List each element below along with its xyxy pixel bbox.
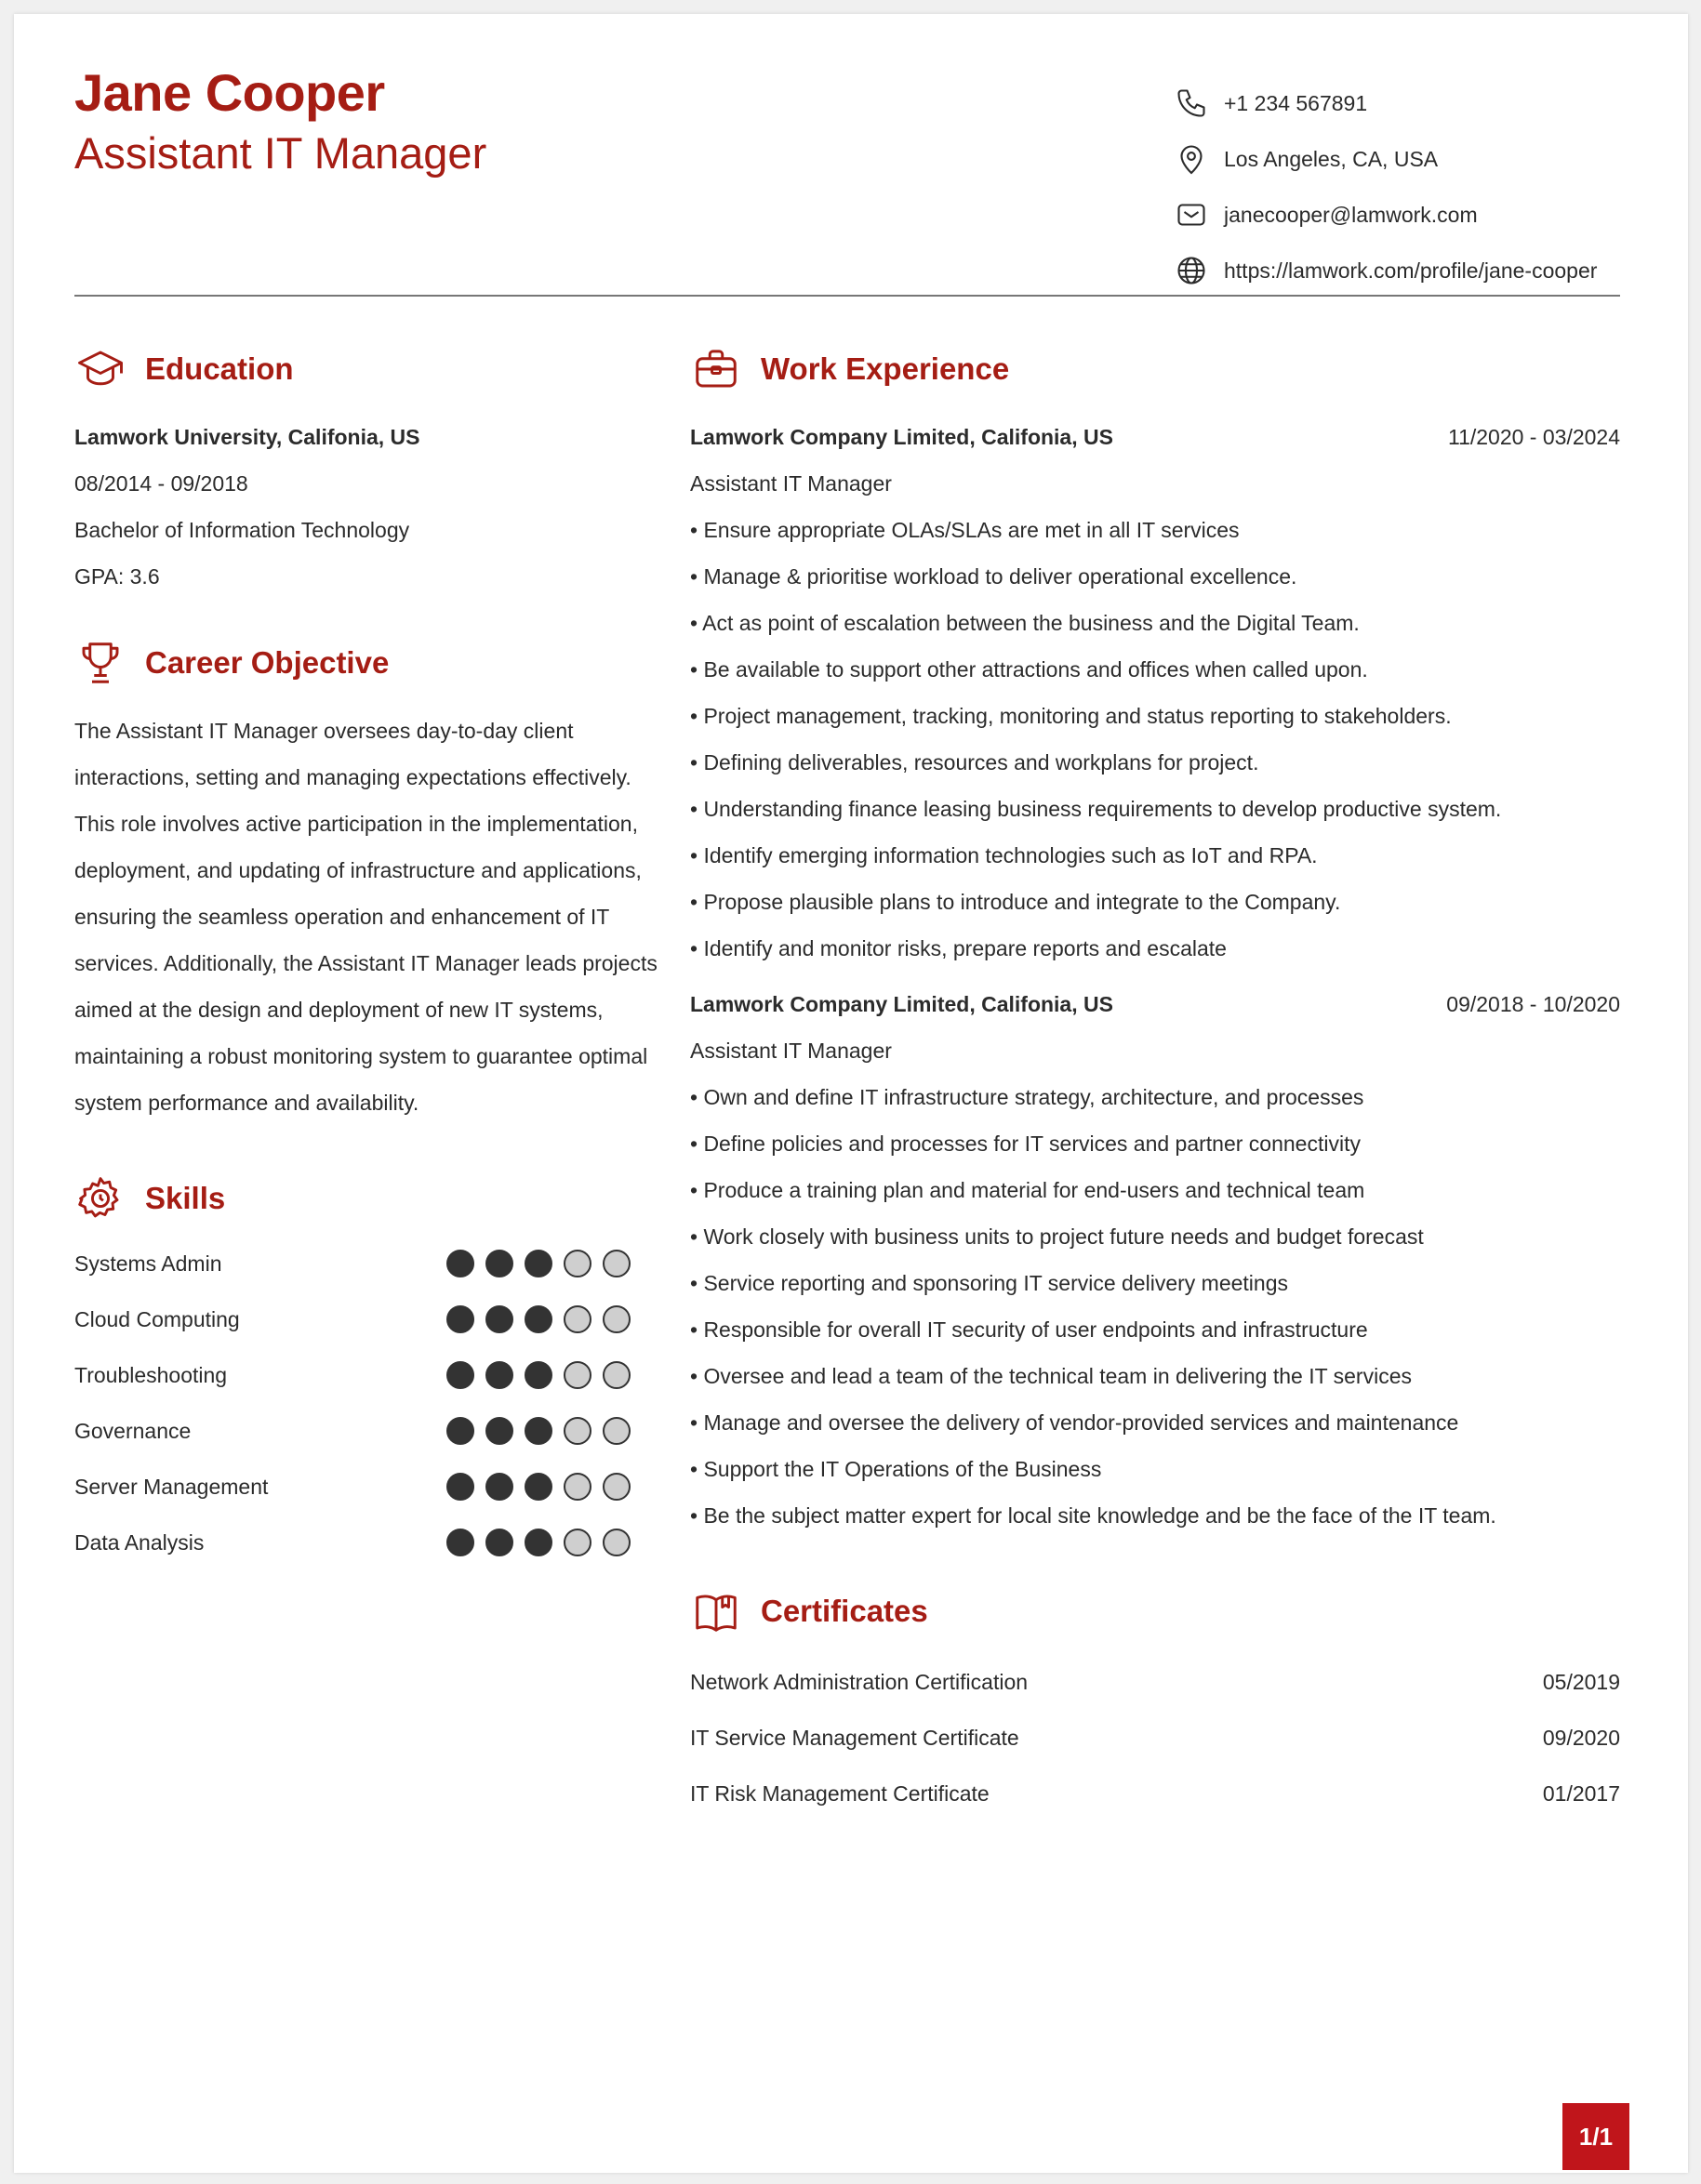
skill-row bbox=[74, 1515, 632, 1570]
skill-name: Troubleshooting bbox=[74, 1362, 228, 1387]
skill-rating bbox=[446, 1361, 631, 1389]
job-bullet: • Oversee and lead a team of the technical team in delivering the IT services bbox=[690, 1364, 1412, 1388]
job-bullet: • Responsible for overall IT security of user endpoints and infrastructure bbox=[690, 1317, 1368, 1342]
job-bullets bbox=[690, 507, 1620, 972]
trophy-icon bbox=[74, 637, 126, 689]
objective-line: services. Additionally, the Assistant IT Manager leads projects bbox=[74, 951, 658, 975]
job-bullet: • Project management, tracking, monitoring and status reporting to stakeholders. bbox=[690, 704, 1452, 728]
certificate-date: 05/2019 bbox=[1542, 1669, 1620, 1694]
job-bullet: • Ensure appropriate OLAs/SLAs are met in all IT services bbox=[690, 518, 1240, 542]
skill-name: Server Management bbox=[74, 1474, 269, 1499]
education-heading bbox=[74, 339, 632, 399]
job-bullets bbox=[690, 1074, 1620, 1539]
rating-dot-empty bbox=[564, 1529, 591, 1556]
rating-dot-filled bbox=[485, 1473, 513, 1501]
job-bullet: • Define policies and processes for IT services and partner connectivity bbox=[690, 1132, 1361, 1156]
objective-line: This role involves active participation in the implementation, bbox=[74, 812, 638, 836]
job-bullet: • Service reporting and sponsoring IT service delivery meetings bbox=[690, 1271, 1288, 1295]
rating-dot-empty bbox=[564, 1473, 591, 1501]
phone-icon bbox=[1174, 86, 1209, 121]
rating-dot-empty bbox=[564, 1305, 591, 1333]
skill-rating bbox=[446, 1305, 631, 1333]
rating-dot-filled bbox=[525, 1529, 552, 1556]
rating-dot-filled bbox=[525, 1361, 552, 1389]
rating-dot-empty bbox=[603, 1250, 631, 1277]
job-bullet: • Identify and monitor risks, prepare reports and escalate bbox=[690, 936, 1227, 960]
objective-title: Career Objective bbox=[145, 645, 390, 680]
skill-rating bbox=[446, 1529, 631, 1556]
work-title: Work Experience bbox=[761, 351, 1010, 386]
skill-row bbox=[74, 1347, 632, 1403]
job-header bbox=[690, 414, 1620, 460]
briefcase-icon bbox=[690, 343, 742, 395]
header-divider bbox=[74, 295, 1620, 297]
left-column bbox=[74, 339, 658, 1570]
rating-dot-filled bbox=[446, 1250, 474, 1277]
location-pin-icon bbox=[1174, 141, 1209, 177]
skill-row bbox=[74, 1291, 632, 1347]
job-entry bbox=[690, 414, 1620, 972]
contact-phone bbox=[1174, 75, 1620, 131]
resume-content bbox=[74, 14, 1620, 2173]
certificates-title: Certificates bbox=[761, 1594, 928, 1628]
objective-line: ensuring the seamless operation and enhancement of IT bbox=[74, 905, 610, 929]
rating-dot-filled bbox=[446, 1529, 474, 1556]
rating-dot-filled bbox=[446, 1417, 474, 1445]
skill-rating bbox=[446, 1473, 631, 1501]
job-bullet: • Work closely with business units to project future needs and budget forecast bbox=[690, 1224, 1424, 1249]
contact-website bbox=[1174, 243, 1620, 298]
skill-row bbox=[74, 1236, 632, 1291]
job-header bbox=[690, 981, 1620, 1027]
contact-phone-text[interactable]: +1 234 567891 bbox=[1224, 90, 1368, 115]
certificate-date: 01/2017 bbox=[1542, 1780, 1620, 1806]
job-bullet: • Propose plausible plans to introduce and integrate to the Company. bbox=[690, 890, 1341, 914]
objective-line: maintaining a robust monitoring system to guarantee optimal bbox=[74, 1044, 648, 1068]
candidate-title: Assistant IT Manager bbox=[74, 128, 487, 178]
education-school: Lamwork University, Califonia, US bbox=[74, 425, 420, 449]
education-title: Education bbox=[145, 351, 294, 386]
globe-icon bbox=[1174, 253, 1209, 288]
rating-dot-empty bbox=[564, 1361, 591, 1389]
skill-rating bbox=[446, 1250, 631, 1277]
job-company: Lamwork Company Limited, Califonia, US bbox=[690, 992, 1113, 1016]
objective-line: deployment, and updating of infrastructure and applications, bbox=[74, 858, 642, 882]
job-entry bbox=[690, 981, 1620, 1539]
contact-list bbox=[1174, 75, 1620, 298]
job-company: Lamwork Company Limited, Califonia, US bbox=[690, 425, 1113, 449]
rating-dot-filled bbox=[485, 1417, 513, 1445]
job-bullet: • Manage & prioritise workload to deliver operational excellence. bbox=[690, 564, 1297, 589]
skills-list bbox=[74, 1236, 632, 1570]
skills-heading bbox=[74, 1169, 632, 1228]
rating-dot-empty bbox=[603, 1417, 631, 1445]
page-indicator: 1/1 bbox=[1562, 2103, 1629, 2170]
rating-dot-filled bbox=[446, 1305, 474, 1333]
job-bullet: • Produce a training plan and material for end-users and technical team bbox=[690, 1178, 1365, 1202]
education-gpa: GPA: 3.6 bbox=[74, 564, 160, 589]
gear-icon bbox=[74, 1172, 126, 1224]
job-bullet: • Own and define IT infrastructure strategy, architecture, and processes bbox=[690, 1085, 1364, 1109]
certificates-list bbox=[690, 1654, 1620, 1821]
candidate-name: Jane Cooper bbox=[74, 63, 385, 122]
mail-icon bbox=[1174, 197, 1209, 232]
skill-row bbox=[74, 1459, 632, 1515]
job-bullet: • Support the IT Operations of the Business bbox=[690, 1457, 1102, 1481]
objective-text bbox=[74, 708, 658, 1126]
rating-dot-filled bbox=[485, 1250, 513, 1277]
objective-line: The Assistant IT Manager oversees day-to-day client bbox=[74, 719, 574, 743]
education-degree: Bachelor of Information Technology bbox=[74, 518, 410, 542]
certificate-row bbox=[690, 1766, 1620, 1821]
rating-dot-filled bbox=[446, 1361, 474, 1389]
certificate-row bbox=[690, 1710, 1620, 1766]
job-dates: 11/2020 - 03/2024 bbox=[1447, 425, 1620, 449]
job-bullet: • Identify emerging information technologies such as IoT and RPA. bbox=[690, 843, 1318, 867]
rating-dot-empty bbox=[603, 1305, 631, 1333]
objective-line: aimed at the design and deployment of new IT systems, bbox=[74, 998, 604, 1022]
rating-dot-filled bbox=[485, 1361, 513, 1389]
certificate-row bbox=[690, 1654, 1620, 1710]
certificate-date: 09/2020 bbox=[1542, 1725, 1620, 1750]
rating-dot-filled bbox=[525, 1250, 552, 1277]
skill-name: Cloud Computing bbox=[74, 1306, 240, 1331]
certificates-heading bbox=[690, 1582, 1620, 1641]
job-bullet: • Act as point of escalation between the business and the Digital Team. bbox=[690, 611, 1360, 635]
graduation-cap-icon bbox=[74, 343, 126, 395]
skill-name: Data Analysis bbox=[74, 1529, 205, 1555]
job-bullet: • Defining deliverables, resources and workplans for project. bbox=[690, 750, 1259, 774]
rating-dot-empty bbox=[603, 1529, 631, 1556]
contact-location-text: Los Angeles, CA, USA bbox=[1224, 146, 1439, 171]
rating-dot-filled bbox=[485, 1529, 513, 1556]
certificate-name: IT Risk Management Certificate bbox=[690, 1780, 990, 1806]
job-bullet: • Be available to support other attractions and offices when called upon. bbox=[690, 657, 1368, 682]
skill-name: Systems Admin bbox=[74, 1251, 222, 1276]
rating-dot-empty bbox=[603, 1473, 631, 1501]
objective-line: interactions, setting and managing expectations effectively. bbox=[74, 765, 631, 789]
skill-row bbox=[74, 1403, 632, 1459]
resume-page bbox=[14, 14, 1688, 2173]
job-role: Assistant IT Manager bbox=[690, 471, 892, 496]
rating-dot-filled bbox=[525, 1473, 552, 1501]
certificate-name: Network Administration Certification bbox=[690, 1669, 1029, 1694]
education-dates: 08/2014 - 09/2018 bbox=[74, 471, 248, 496]
work-heading bbox=[690, 339, 1620, 399]
job-bullet: • Manage and oversee the delivery of vendor-provided services and maintenance bbox=[690, 1410, 1459, 1435]
right-column bbox=[690, 339, 1620, 1821]
rating-dot-empty bbox=[603, 1361, 631, 1389]
rating-dot-empty bbox=[564, 1250, 591, 1277]
rating-dot-empty bbox=[564, 1417, 591, 1445]
contact-email bbox=[1174, 187, 1620, 243]
job-role: Assistant IT Manager bbox=[690, 1039, 892, 1063]
contact-website-text[interactable]: https://lamwork.com/profile/jane-cooper bbox=[1224, 258, 1598, 283]
objective-heading bbox=[74, 633, 632, 693]
contact-location bbox=[1174, 131, 1620, 187]
skill-name: Governance bbox=[74, 1418, 192, 1443]
skill-rating bbox=[446, 1417, 631, 1445]
objective-line: system performance and availability. bbox=[74, 1091, 419, 1115]
job-dates: 09/2018 - 10/2020 bbox=[1446, 992, 1620, 1016]
job-bullet: • Understanding finance leasing business requirements to develop productive system. bbox=[690, 797, 1502, 821]
certificate-name: IT Service Management Certificate bbox=[690, 1725, 1019, 1750]
skills-title: Skills bbox=[145, 1181, 226, 1215]
job-bullet: • Be the subject matter expert for local site knowledge and be the face of the IT team. bbox=[690, 1503, 1496, 1528]
rating-dot-filled bbox=[485, 1305, 513, 1333]
book-icon bbox=[690, 1585, 742, 1637]
rating-dot-filled bbox=[446, 1473, 474, 1501]
rating-dot-filled bbox=[525, 1305, 552, 1333]
contact-email-text[interactable]: janecooper@lamwork.com bbox=[1224, 202, 1478, 227]
rating-dot-filled bbox=[525, 1417, 552, 1445]
